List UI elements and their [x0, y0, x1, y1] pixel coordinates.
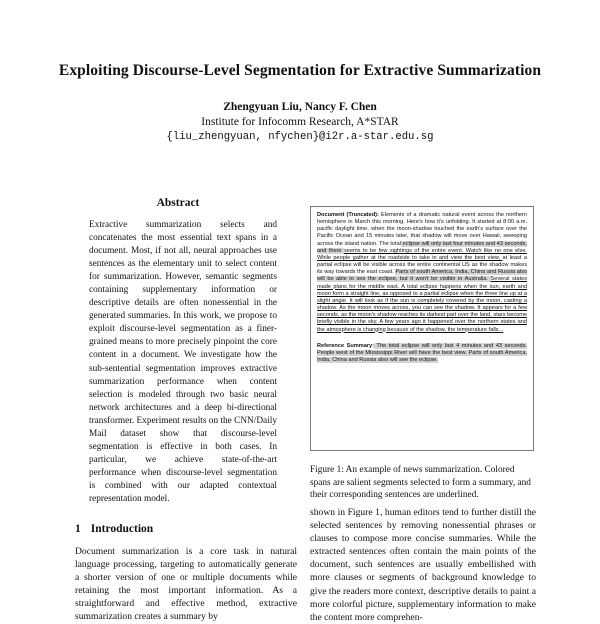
figure-reference — [317, 343, 527, 364]
figure-caption: Figure 1: An example of news summarization. Colored spans are salient segments selected to form a summary, and their corresponding sentences are underlined. — [310, 465, 531, 501]
document-segment: at least a partial eclipse will be visible across the entire continental US as the shadow makes its way towards the east coast. — [317, 254, 528, 276]
figure-example-box — [310, 206, 534, 451]
section-number: 1 — [75, 523, 81, 535]
reference-segment: The total eclipse will only last 4 minutes and 43 seconds. People west of the Mississippi River will have the best view. Parts of south America, India, China and Russia also will see the eclipse. — [317, 342, 527, 363]
document-segment: seems to be few sightings of the entire event. Watch like no one else. While people gather at the roadside to take in and view the best view, — [317, 247, 527, 261]
document-segments — [317, 212, 527, 333]
paper-authors: Zhengyuan Liu, Nancy F. Chen — [223, 101, 377, 113]
document-segment: Several states made plans for the middle east. A total eclipse happens when the sun, earth and moon form a straight line, as opposed to a partial eclipse when the three line up at a slight angle. It will look as if the sun is completely covered by the moon, casting a shadow. As the moon moves across, you can see the shadow. It appears for a few seconds, as the moon's shadow reaches its darkest part over the land, stars become briefly visible in the sky. A few years ago it happened over the northern states and the atmosphere is changing because of the shadow, the temperature falls... — [317, 276, 527, 333]
document-segment: eclipse will only last four minutes and 43 seconds, and there — [317, 240, 527, 254]
document-segment: over the Pacific Ocean and 15 minutes later, that shadow will move over Hawaii, sweeping across the island nation. The total — [317, 226, 527, 247]
document-segment: Parts of south America, India, China and Russia also will be able to see the eclipse, but it won't be visible in Australia. — [317, 269, 527, 283]
introduction-text: Document summarization is a core task in natural language processing, targeting to automatically generate a shorter version of one or multiple documents while retaining the most important information. As a straightforward and effective method, extractive summarization creates a summary by — [75, 546, 297, 623]
abstract-heading: Abstract — [156, 197, 200, 209]
document-segment: Elements of a dramatic natural event across the northern hemisphere in March this morning. Here's how it's unfolding. It started at 8:00 a.m. pacific daylight time, when the moon-shadow touched the earth's surface — [317, 212, 527, 233]
section-title: Introduction — [90, 523, 154, 535]
figure-document — [317, 212, 527, 334]
column-two-text: shown in Figure 1, human editors tend to further distill the selected sentences by removing nonessential phrases or clauses to compose more concise summaries. While the extracted sentences often contain the main points of the document, such sentences are usually embellished with more clauses or segments of background knowledge to give the readers more context, descriptive details to paint a more colorful picture, supplementary information to make the content more comprehen- — [310, 507, 536, 623]
abstract-text: Extractive summarization selects and concatenates the most essential text spans in a document. Most, if not all, neural approaches use sentences as the elementary unit to select content for summarization. However, semantic segments containing supplementary information or descriptive details are often nonessential in the generated summaries. In this work, we propose to exploit discourse-level segmentation as a finer-grained means to more precisely pinpoint the core content in a document. We investigate how the sub-sentential segmentation improves extractive summarization performance when content selection is modeled through two basic neural network architectures and a deep bi-directional transformer. Experiment results on the CNN/Daily Mail dataset show that discourse-level segmentation is effective in both cases. In particular, we achieve state-of-the-art performance when discourse-level segmentation is combined with our adapted contextual representation model. — [89, 220, 277, 504]
author-email: {liu_zhengyuan, nfychen}@i2r.a-star.edu.sg — [166, 131, 434, 143]
reference-label: Reference Summary: — [317, 342, 374, 349]
document-label: Document (Truncated): — [317, 212, 379, 218]
paper-title: Exploiting Discourse-Level Segmentation for Extractive Summarization — [58, 62, 542, 79]
author-affiliation: Institute for Infocomm Research, A*STAR — [201, 116, 399, 128]
section-heading-introduction — [75, 523, 153, 535]
